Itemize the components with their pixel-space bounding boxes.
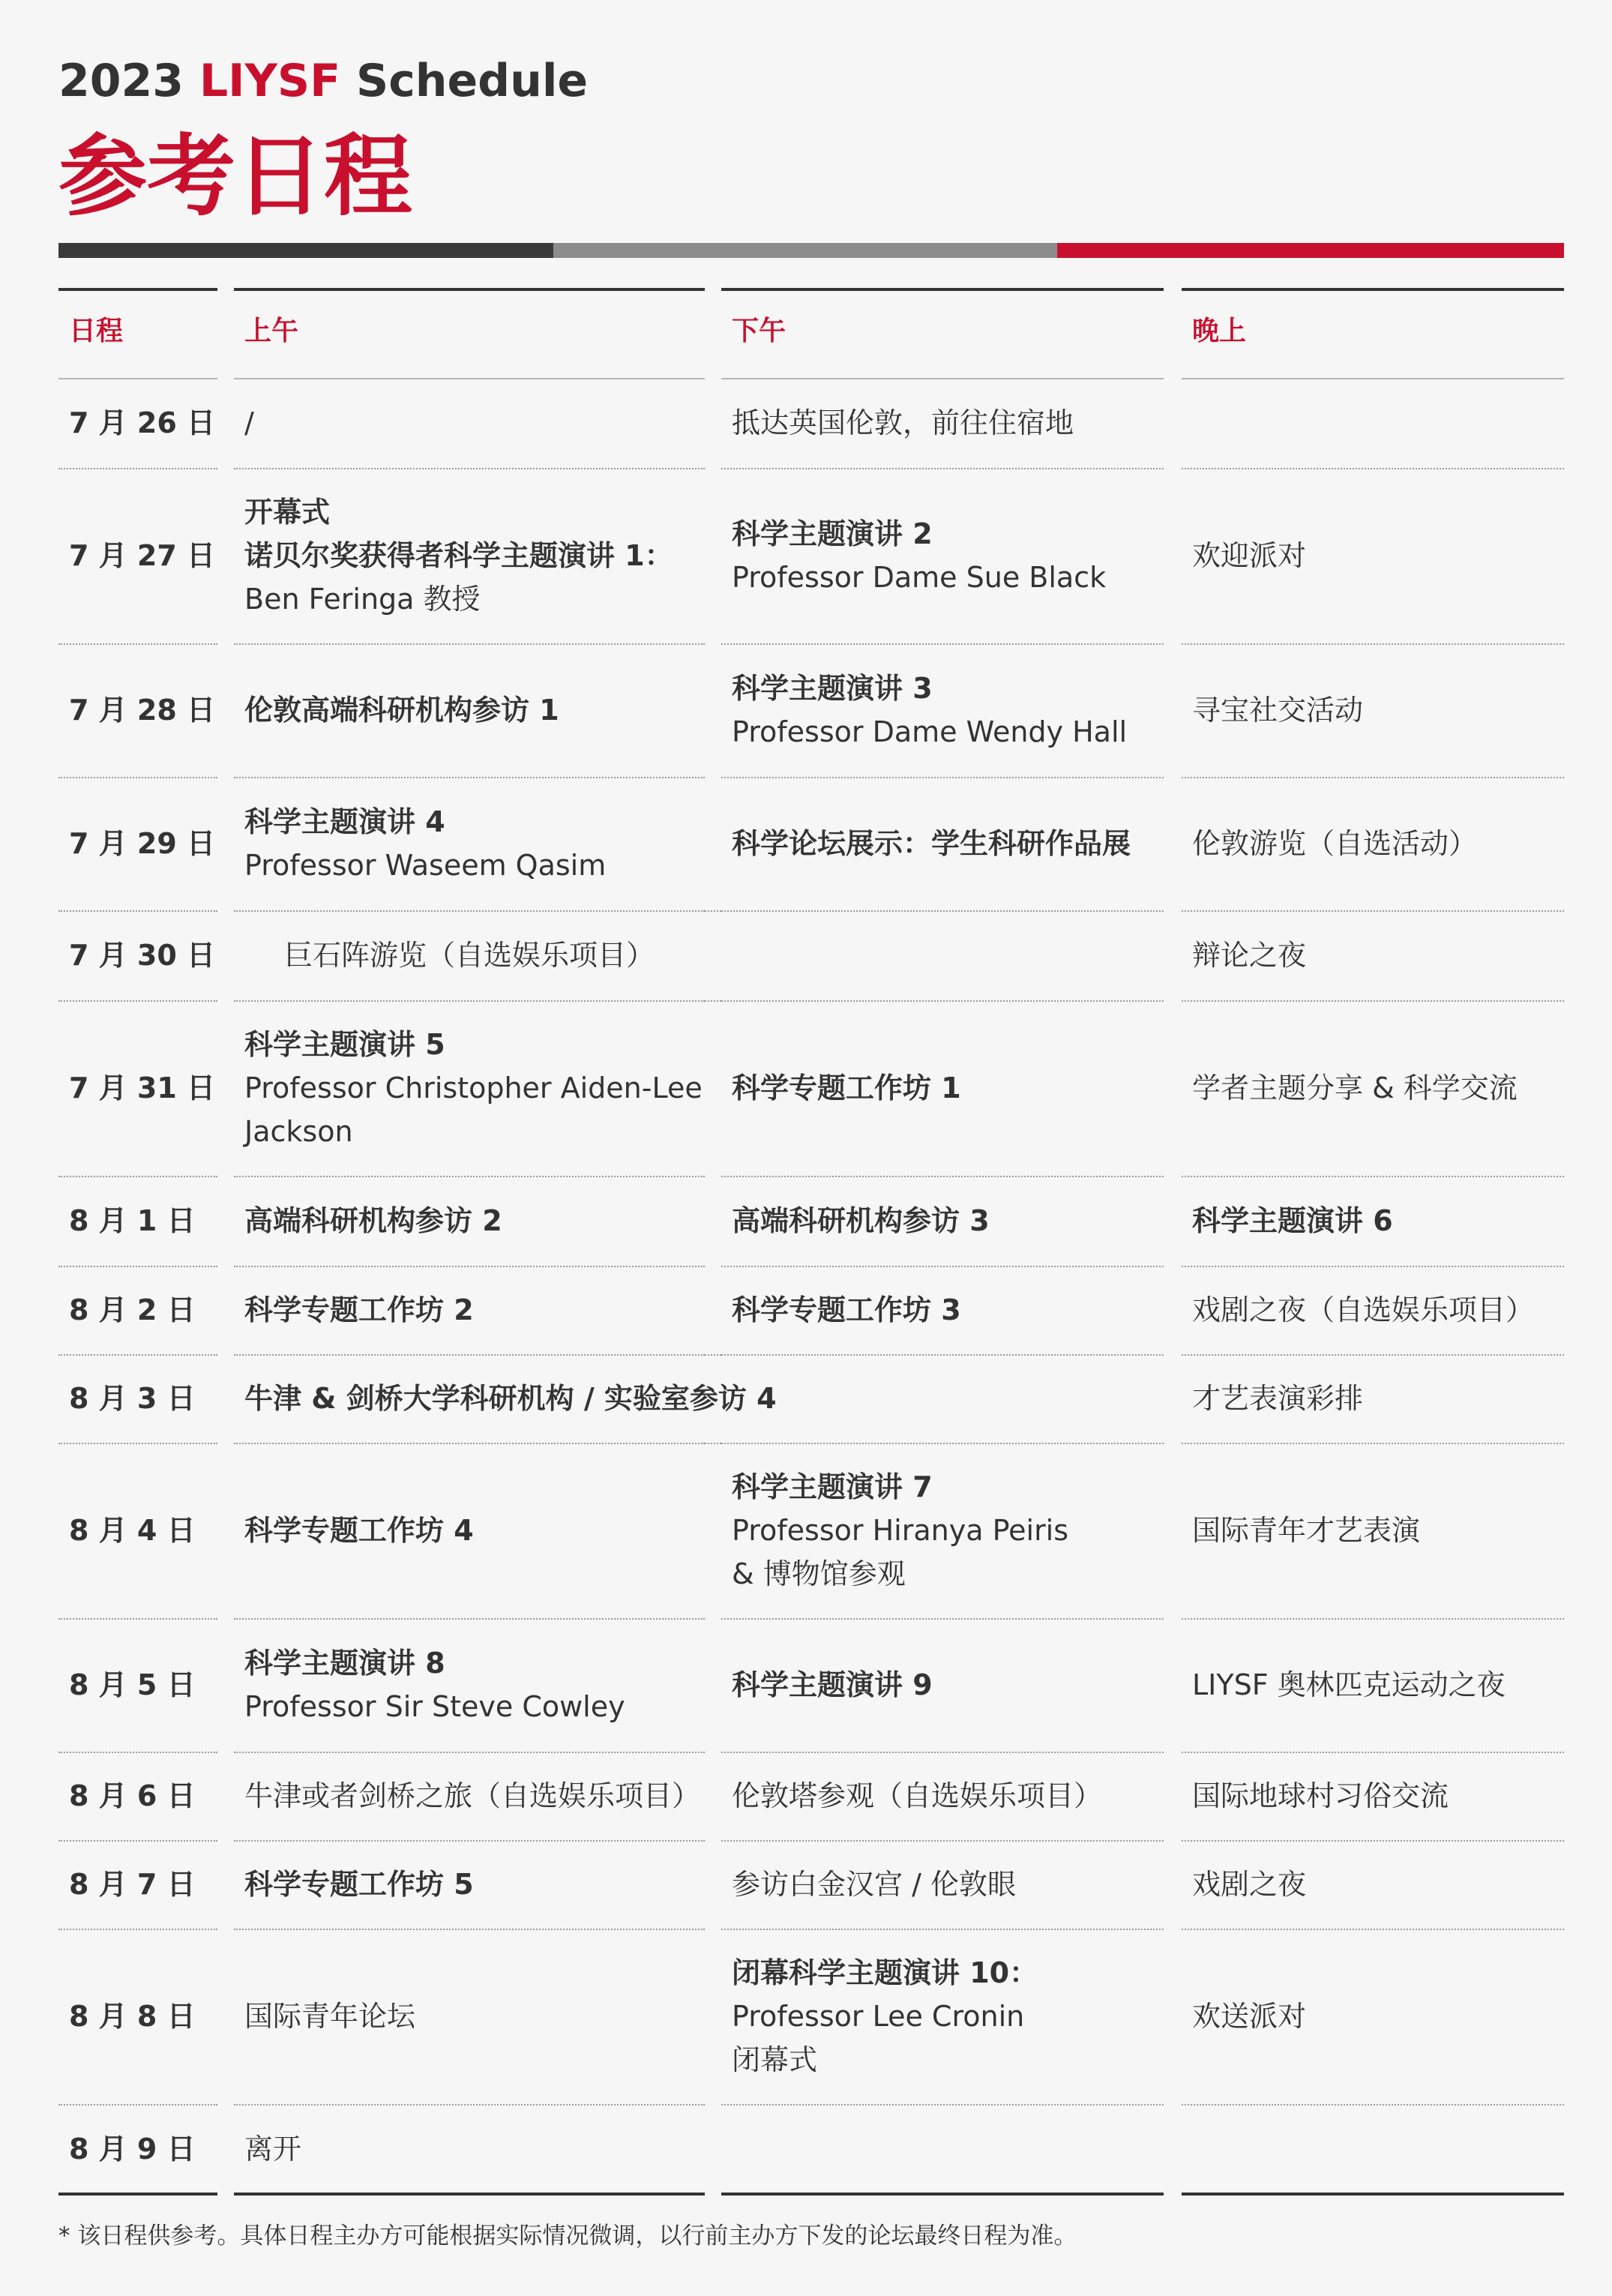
row-morning-cell bbox=[244, 1929, 705, 2104]
row-afternoon-cell bbox=[732, 1929, 1164, 2104]
row-afternoon-cell bbox=[732, 1840, 1164, 1929]
row-date bbox=[69, 1929, 217, 2104]
row-separator-bridge bbox=[705, 1443, 721, 1444]
row-morning-cell bbox=[244, 777, 705, 910]
row-evening-cell bbox=[1192, 1266, 1564, 1354]
row-evening-cell bbox=[1192, 1618, 1564, 1752]
cell-line: 科学主题演讲 5 bbox=[244, 1028, 445, 1061]
row-afternoon-cell bbox=[732, 2104, 1164, 2194]
row-morning-cell bbox=[244, 1443, 705, 1618]
cell-line: Professor Dame Wendy Hall bbox=[732, 715, 1128, 748]
cell-line: Jackson bbox=[244, 1115, 353, 1148]
row-date bbox=[69, 1354, 217, 1443]
row-morning-cell bbox=[244, 1840, 705, 1929]
row-evening-cell bbox=[1192, 1840, 1564, 1929]
row-evening-cell bbox=[1192, 777, 1564, 910]
cell-line: 高端科研机构参访 3 bbox=[732, 1204, 990, 1237]
cell-line: / bbox=[244, 406, 254, 439]
cell-line: & 博物馆参观 bbox=[732, 1557, 906, 1590]
row-evening-cell bbox=[1192, 468, 1564, 643]
cell-line: 才艺表演彩排 bbox=[1192, 1382, 1364, 1415]
cell-line: 科学专题工作坊 2 bbox=[244, 1293, 474, 1326]
row-evening-cell bbox=[1192, 2104, 1564, 2194]
footnote: * 该日程供参考。具体日程主办方可能根据实际情况微调，以行前主办方下发的论坛最终日程为准。 bbox=[58, 2223, 1077, 2250]
row-afternoon-cell bbox=[732, 1176, 1164, 1266]
divider-segment-dark bbox=[58, 243, 553, 258]
cell-line: 科学专题工作坊 3 bbox=[732, 1293, 961, 1326]
row-morning-cell bbox=[244, 468, 705, 643]
cell-line: Ben Feringa 教授 bbox=[244, 583, 481, 616]
row-morning-cell bbox=[244, 378, 705, 468]
cell-line: 诺贝尔奖获得者科学主题演讲 1： bbox=[244, 539, 673, 572]
row-afternoon-cell bbox=[732, 1266, 1164, 1354]
row-date-text: 8 月 6 日 bbox=[69, 1779, 196, 1812]
cell-line: 戏剧之夜 bbox=[1192, 1868, 1307, 1901]
cell-line: 科学主题演讲 7 bbox=[732, 1470, 933, 1503]
row-date bbox=[69, 910, 217, 1000]
cell-line: Professor Dame Sue Black bbox=[732, 561, 1107, 594]
cell-line: 国际青年论坛 bbox=[244, 2000, 416, 2033]
column-header-evening: 晚上 bbox=[1192, 316, 1247, 346]
column-top-rule bbox=[58, 288, 217, 291]
cell-line: 伦敦高端科研机构参访 1 bbox=[244, 694, 559, 727]
row-date-text: 8 月 1 日 bbox=[69, 1204, 196, 1237]
column-header-date: 日程 bbox=[69, 316, 124, 346]
column-bottom-rule bbox=[721, 2193, 1164, 2196]
column-top-rule bbox=[1182, 288, 1564, 291]
row-date-text: 7 月 28 日 bbox=[69, 694, 216, 727]
cell-line: 巨石阵游览（自选娱乐项目） bbox=[283, 939, 655, 972]
cell-line: 欢送派对 bbox=[1192, 2000, 1307, 2033]
row-date bbox=[69, 468, 217, 643]
row-date bbox=[69, 643, 217, 777]
cell-line: 科学专题工作坊 1 bbox=[732, 1072, 961, 1105]
divider-segment-gray bbox=[553, 243, 1057, 258]
column-header-morning: 上午 bbox=[244, 316, 299, 346]
cell-line: 科学专题工作坊 5 bbox=[244, 1868, 474, 1901]
cell-line: 科学论坛展示：学生科研作品展 bbox=[732, 827, 1131, 860]
row-date-text: 8 月 9 日 bbox=[69, 2133, 196, 2166]
row-date-text: 8 月 4 日 bbox=[69, 1514, 196, 1547]
cell-line: 抵达英国伦敦，前往住宿地 bbox=[732, 406, 1074, 439]
cell-line: 科学专题工作坊 4 bbox=[244, 1514, 474, 1547]
row-evening-cell bbox=[1192, 910, 1564, 1000]
cell-line: 闭幕科学主题演讲 10： bbox=[732, 1956, 1038, 1989]
cell-line: 国际地球村习俗交流 bbox=[1192, 1779, 1449, 1812]
cell-line: 闭幕式 bbox=[732, 2043, 818, 2076]
cell-line: LIYSF 奥林匹克运动之夜 bbox=[1192, 1668, 1506, 1701]
row-date bbox=[69, 1176, 217, 1266]
row-morning-cell bbox=[244, 643, 705, 777]
row-morning-cell bbox=[244, 2104, 705, 2194]
row-morning-cell bbox=[244, 1000, 705, 1176]
row-span-cell bbox=[234, 910, 705, 1000]
title-org: LIYSF bbox=[199, 55, 341, 107]
row-date bbox=[69, 1000, 217, 1176]
row-separator bbox=[721, 910, 1164, 912]
row-afternoon-cell bbox=[732, 1443, 1164, 1618]
cell-line: 辩论之夜 bbox=[1192, 939, 1307, 972]
title-suffix: Schedule bbox=[355, 55, 589, 107]
row-separator-bridge bbox=[705, 1000, 721, 1002]
row-afternoon-cell bbox=[732, 378, 1164, 468]
divider-segment-red bbox=[1057, 243, 1564, 258]
column-bottom-rule bbox=[234, 2193, 705, 2196]
cell-line: 寻宝社交活动 bbox=[1192, 694, 1364, 727]
row-morning-cell bbox=[244, 1618, 705, 1752]
row-date-text: 8 月 2 日 bbox=[69, 1293, 196, 1326]
row-evening-cell bbox=[1192, 378, 1564, 468]
row-afternoon-cell bbox=[732, 643, 1164, 777]
cell-line: 科学主题演讲 2 bbox=[732, 517, 933, 550]
cell-line: 科学主题演讲 6 bbox=[1192, 1204, 1393, 1237]
row-date-text: 8 月 8 日 bbox=[69, 2000, 196, 2033]
row-morning-cell bbox=[244, 1266, 705, 1354]
row-afternoon-cell bbox=[732, 1752, 1164, 1840]
cell-line: 牛津或者剑桥之旅（自选娱乐项目） bbox=[244, 1779, 701, 1812]
title-divider-bar bbox=[58, 243, 1564, 258]
title-chinese: 参考日程 bbox=[58, 124, 413, 228]
title-english bbox=[58, 51, 588, 111]
row-afternoon-cell bbox=[732, 777, 1164, 910]
row-date-text: 7 月 31 日 bbox=[69, 1072, 216, 1105]
cell-line: Professor Hiranya Peiris bbox=[732, 1514, 1069, 1547]
cell-line: 牛津 & 剑桥大学科研机构 / 实验室参访 4 bbox=[244, 1382, 777, 1415]
row-evening-cell bbox=[1192, 1000, 1564, 1176]
row-date bbox=[69, 777, 217, 910]
column-bottom-rule bbox=[58, 2193, 217, 2196]
row-morning-cell bbox=[244, 1752, 705, 1840]
column-top-rule bbox=[234, 288, 705, 291]
row-evening-cell bbox=[1192, 1752, 1564, 1840]
row-date bbox=[69, 2104, 217, 2194]
row-date bbox=[69, 1443, 217, 1618]
row-date-text: 7 月 26 日 bbox=[69, 406, 216, 439]
row-date bbox=[69, 1618, 217, 1752]
cell-line: 戏剧之夜（自选娱乐项目） bbox=[1192, 1293, 1535, 1326]
column-top-rule bbox=[721, 288, 1164, 291]
title-year: 2023 bbox=[58, 55, 184, 107]
row-afternoon-cell bbox=[732, 468, 1164, 643]
cell-line: Professor Lee Cronin bbox=[732, 2000, 1025, 2033]
row-date-text: 7 月 27 日 bbox=[69, 539, 216, 572]
row-evening-cell bbox=[1192, 1443, 1564, 1618]
cell-line: 学者主题分享 & 科学交流 bbox=[1192, 1072, 1518, 1105]
row-date bbox=[69, 378, 217, 468]
column-bottom-rule bbox=[1182, 2193, 1564, 2196]
row-date-text: 8 月 3 日 bbox=[69, 1382, 196, 1415]
cell-line: Professor Sir Steve Cowley bbox=[244, 1690, 625, 1723]
cell-line: 伦敦游览（自选活动） bbox=[1192, 827, 1478, 860]
row-date bbox=[69, 1840, 217, 1929]
cell-line: Professor Christopher Aiden-Lee bbox=[244, 1072, 703, 1105]
row-afternoon-cell bbox=[732, 1618, 1164, 1752]
cell-line: 参访白金汉宫 / 伦敦眼 bbox=[732, 1868, 1016, 1901]
cell-line: 欢迎派对 bbox=[1192, 539, 1307, 572]
row-span-cell bbox=[244, 1354, 1164, 1443]
column-header-afternoon: 下午 bbox=[732, 316, 787, 346]
row-evening-cell bbox=[1192, 1354, 1564, 1443]
cell-line: 伦敦塔参观（自选娱乐项目） bbox=[732, 1779, 1103, 1812]
row-date bbox=[69, 1752, 217, 1840]
row-date-text: 8 月 5 日 bbox=[69, 1668, 196, 1701]
cell-line: Professor Waseem Qasim bbox=[244, 849, 607, 882]
row-evening-cell bbox=[1192, 1176, 1564, 1266]
cell-line: 国际青年才艺表演 bbox=[1192, 1514, 1421, 1547]
cell-line: 科学主题演讲 4 bbox=[244, 805, 445, 838]
cell-line: 开幕式 bbox=[244, 496, 331, 529]
row-date-text: 7 月 29 日 bbox=[69, 827, 216, 860]
cell-line: 离开 bbox=[244, 2133, 302, 2166]
row-separator-bridge bbox=[705, 1354, 721, 1356]
row-date-text: 7 月 30 日 bbox=[69, 939, 216, 972]
row-evening-cell bbox=[1192, 643, 1564, 777]
cell-line: 高端科研机构参访 2 bbox=[244, 1204, 502, 1237]
row-separator-bridge bbox=[705, 910, 721, 912]
cell-line: 科学主题演讲 9 bbox=[732, 1668, 933, 1701]
row-evening-cell bbox=[1192, 1929, 1564, 2104]
cell-line: 科学主题演讲 8 bbox=[244, 1647, 445, 1680]
row-date bbox=[69, 1266, 217, 1354]
row-morning-cell bbox=[244, 1176, 705, 1266]
row-afternoon-cell bbox=[732, 1000, 1164, 1176]
row-date-text: 8 月 7 日 bbox=[69, 1868, 196, 1901]
cell-line: 科学主题演讲 3 bbox=[732, 672, 933, 705]
